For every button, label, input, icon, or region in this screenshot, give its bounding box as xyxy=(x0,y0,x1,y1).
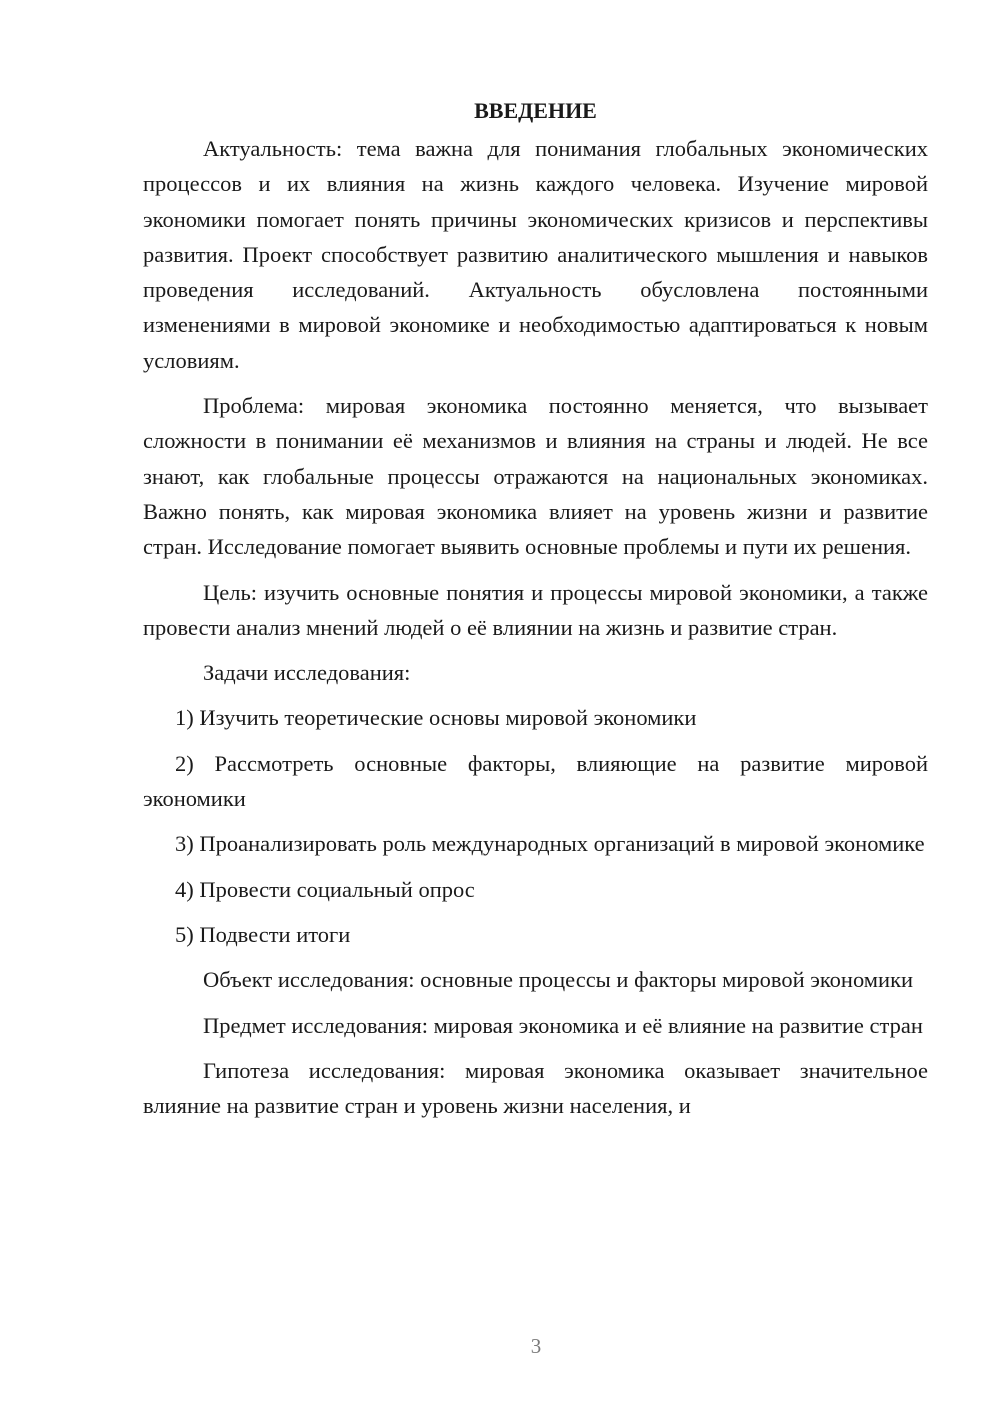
paragraph-relevance: Актуальность: тема важна для понимания глобальных экономических процессов и их влияния на жизнь каждого человека. Изучение мировой экономики помогает понять причины экономических кризисов и перспективы развития. Проект способствует развитию аналитического мышления и навыков проведения исследований. Актуальность обусловлена постоянными изменениями в мировой экономике и необходимостью адаптироваться к новым условиям. xyxy=(143,136,928,373)
section-heading: ВВЕДЕНИЕ xyxy=(474,98,597,123)
task-item-3: 3) Проанализировать роль международных организаций в мировой экономике xyxy=(175,831,925,857)
paragraph-subject: Предмет исследования: мировая экономика и её влияние на развитие стран xyxy=(203,1012,923,1038)
tasks-title: Задачи исследования: xyxy=(203,660,411,686)
task-item-2: 2) Рассмотреть основные факторы, влияющие на развитие мировой экономики xyxy=(143,750,928,812)
task-item-5: 5) Подвести итоги xyxy=(175,921,351,947)
task-item-1: 1) Изучить теоретические основы мировой экономики xyxy=(175,705,697,731)
task-item-4: 4) Провести социальный опрос xyxy=(175,876,475,902)
paragraph-hypothesis: Гипотеза исследования: мировая экономика оказывает значительное влияние на развитие стран и уровень жизни населения, и xyxy=(143,1057,928,1119)
paragraph-object: Объект исследования: основные процессы и факторы мировой экономики xyxy=(203,967,914,993)
document-page xyxy=(143,95,928,1123)
paragraph-problem: Проблема: мировая экономика постоянно меняется, что вызывает сложности в понимании её механизмов и влияния на страны и людей. Не все знают, как глобальные процессы отражаются на национальных экономиках. Важно понять, как мировая экономика влияет на уровень жизни и развитие стран. Исследование помогает выявить основные проблемы и пути их решения. xyxy=(143,393,928,560)
page-number: 3 xyxy=(530,1334,542,1358)
paragraph-goal: Цель: изучить основные понятия и процессы мировой экономики, а также провести анализ мнений людей о её влиянии на жизнь и развитие стран. xyxy=(143,579,928,640)
